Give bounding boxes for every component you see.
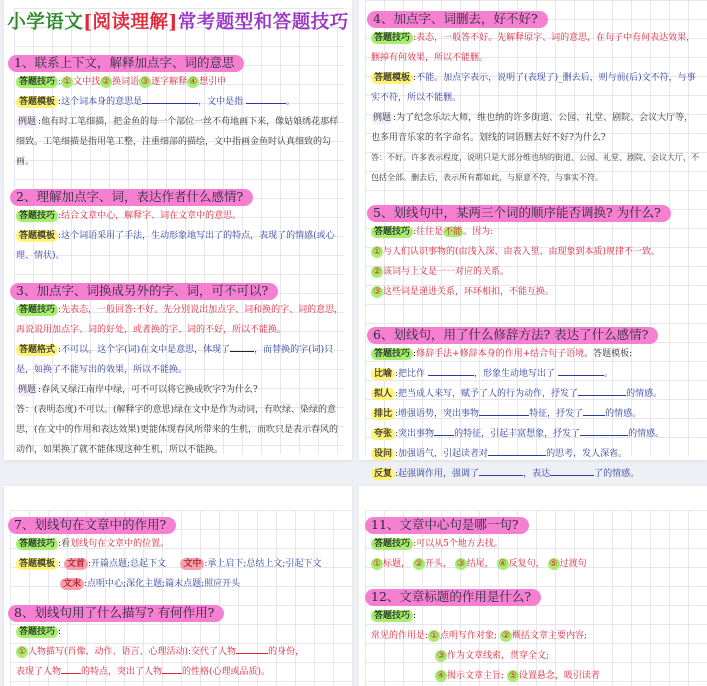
skill-text: 逐字解释	[151, 77, 188, 87]
answer-block	[16, 400, 344, 460]
circle-number: ③	[436, 651, 446, 661]
template-text: 这个词语采用了手法，生动形象地写出了的特点，表现了的情感(或心理、情状)。	[16, 231, 335, 261]
skill-text: 想引申	[199, 77, 227, 87]
highlight-not-able: 不能	[444, 227, 463, 237]
template-text: 这个词本身的意思是	[61, 97, 143, 107]
skill-text: 表态，一般答不好。先解释原字、词的意思，在句子中有何表达效果，删掉有何效果，所以不能删。	[371, 33, 696, 63]
position-label-middle: 文中	[180, 558, 204, 570]
title-part-3: 常考题型和答题技巧	[177, 12, 349, 33]
reason-text: 该词与上文是一一对应的关系。	[383, 267, 510, 277]
circle-number: ④	[189, 77, 198, 87]
card-top-left	[4, 0, 352, 460]
rhetoric-item-parallelism: 排比 :增强语势，突出事物 特征，抒发了 的情感。	[371, 404, 699, 424]
fill-blank	[550, 466, 594, 476]
card-bottom-right	[359, 486, 707, 686]
format-line: 答题格式 :不可以。这个字(词)在文中是意思，体现了 ，而替换的字(词)只是，如换了不能写出的效果，所以不能换。	[16, 340, 344, 380]
section-q4	[359, 8, 707, 188]
question-heading: 8、划线句用了什么描写? 有何作用?	[8, 605, 224, 622]
section-q12	[359, 586, 707, 686]
rhetoric-item-rhetorical-question: 设问 :加强语气，引起读者对 的思考，发人深省。	[371, 444, 699, 464]
fill-blank	[162, 664, 182, 674]
question-heading: 3、加点字、词换成另外的字、词，可不可以?	[10, 283, 278, 300]
template-label: 答题模板	[16, 230, 58, 242]
question-heading: 7、划线句在文章中的作用?	[8, 517, 176, 534]
template-line-end: 文末 :点明中心;深化主题;篇末点题;照应开头	[60, 574, 344, 594]
circle-number: ⑤	[549, 559, 558, 569]
example-block: 例题 :他有时工笔细描，把金鱼的每一个部位一丝不苟地画下来，像姑娘绣花那样细致。工笔细描是指用笔工整，注重细部的描绘，文中指画金鱼时认真细致的勾画。	[16, 117, 339, 167]
rhetoric-label: 拟人	[371, 388, 395, 400]
format-label: 答题格式	[16, 344, 58, 356]
template-label: 答题模板	[16, 558, 58, 570]
fill-blank	[434, 426, 454, 436]
rhetoric-item-metaphor: 比喻 :把比作 ，形象生动地写出了 。	[371, 364, 699, 384]
function-item: 常见的作用是: ① 点明写作对象; ② 概括文章主要内容;	[371, 631, 588, 641]
skill-text: 可以从5个地方去找。	[416, 539, 503, 549]
template-label: 答题模板	[371, 72, 413, 84]
skill-text: 修辞手法+修辞本身的作用+结合句子语境	[416, 349, 585, 359]
circle-number: ①	[63, 77, 72, 87]
question-heading: 11、文章中心句是哪一句?	[365, 517, 529, 534]
skill-label: 答题技巧	[16, 76, 58, 88]
card-top-right	[359, 0, 707, 479]
circle-number: ②	[372, 267, 382, 277]
skill-label: 答题技巧	[16, 626, 58, 638]
answer-text: 不好。许多表示程度，说明只是大部分维也纳的街道、公园、礼堂、剧院、会议大厅，不包括全部。删去后，表示所有都如此，与原意不符，与事实不符。	[371, 153, 699, 182]
skill-text: 结合文章中心，解释字、词在文章中的意思。	[61, 211, 242, 221]
skill-line: 答题技巧 : ① 文中找 ② 换词语 ③ 逐字解释 ④ 想引申	[16, 72, 344, 92]
section-q5	[359, 202, 707, 302]
fill-blank	[583, 406, 605, 416]
skill-text: 文中找	[73, 77, 101, 87]
section-q2	[4, 186, 352, 266]
template-line: 答题模板 :这个词本身的意思是 ，文中是指 。	[16, 92, 344, 112]
answer-block	[371, 148, 699, 188]
question-heading: 2、理解加点字、词，表达作者什么感情?	[10, 189, 253, 206]
skill-text: 。因为:	[463, 227, 494, 237]
location-list: ① 标题， ② 开头， ③ 结尾， ④ 反复句， ⑤ 过渡句	[372, 559, 587, 569]
template-line: 答题模板 : 文首 :开篇点题;总起下文 文中 :承上启下;总结上文;引起下文	[16, 554, 344, 574]
answer-label: 答：	[371, 153, 387, 162]
circle-number: ③	[372, 287, 382, 297]
lead-text: 常见的作用是:	[371, 631, 429, 641]
section-q6	[359, 324, 707, 484]
circle-number: ①	[372, 247, 382, 257]
skill-line: 答题技巧 :表态，一般答不好。先解释原字、词的意思，在句子中有何表达效果，删掉有何效果，所以不能删。	[371, 33, 696, 63]
rhetoric-label: 反复	[371, 468, 395, 480]
reason-text: 与人们认识事物的(由浅入深、由表入里、由现象到本质)规律不一致。	[383, 247, 661, 257]
skill-text: 往往是	[416, 227, 444, 237]
template-label: 答题模板	[16, 96, 58, 108]
circle-number: ③	[456, 559, 465, 569]
skill-line: 答题技巧 :可以从5个地方去找。	[371, 534, 699, 554]
fill-blank	[236, 644, 268, 654]
fill-blank	[488, 446, 546, 456]
position-label-end: 文末	[60, 578, 84, 590]
template-text: 。	[285, 97, 295, 107]
template-line: 答题模板 :这个词语采用了手法，生动形象地写出了的特点，表现了的情感(或心理、情状)。	[16, 231, 335, 261]
answer-label: 答：	[16, 405, 35, 415]
title-part-2: [阅读理解]	[83, 12, 178, 33]
function-item: ④ 揭示文章主旨; ⑤ 设置悬念，吸引读者	[436, 671, 600, 681]
fill-blank	[580, 426, 628, 436]
template-line: 答题模板 :不能。加点字表示，说明了(表现了)_删去后，则与前(后)文不符，与事实不符，所以不能删。	[371, 73, 696, 103]
skill-label: 答题技巧	[16, 210, 58, 222]
skill-line: 答题技巧 :先表态，一般回答:不好。先分别说出加点字、词和换的字、词的意思，再说说用加点字、词的好处，或者换的字、词的不好，所以不能换。	[16, 305, 344, 335]
function-item: ③ 作为文章线索，贯穿全文;	[436, 651, 550, 661]
fill-blank	[578, 386, 626, 396]
description-item-cont: 表现了人物 的特点，突出了人物 的性格(心理或品质)。	[16, 662, 344, 682]
circle-number: ④	[436, 671, 446, 681]
fill-blank	[479, 406, 529, 416]
question-heading: 5、划线句中，某两三个词的顺序能否调换? 为什么?	[367, 205, 671, 222]
skill-label: 答题技巧	[16, 538, 58, 550]
fill-blank	[142, 94, 198, 104]
question-heading: 12、文章标题的作用是什么?	[365, 589, 541, 606]
example-block: 例题 :为了纪念乐坛大师，维也纳的许多街道、公园、礼堂、剧院、会议大厅等，也多用音乐家的名字命名。划线的词语删去好不好?为什么?	[371, 113, 694, 143]
rhetoric-label: 排比	[371, 408, 395, 420]
template-text: 不能。加点字表示，说明了(表现了)_删去后，则与前(后)文不符，与事实不符，所以不能删。	[371, 73, 696, 103]
reason-item	[371, 282, 699, 302]
skill-line: 答题技巧 :看划线句在文章中的位置。	[16, 534, 344, 554]
fill-blank	[428, 366, 474, 376]
reason-item	[371, 242, 699, 262]
example-text: 为了纪念乐坛大师，维也纳的许多街道、公园、礼堂、剧院、会议大厅等，也多用音乐家的名字命名。划线的词语删去好不好?为什么?	[371, 113, 694, 143]
circle-number: ①	[372, 559, 382, 569]
circle-number: ②	[102, 77, 111, 87]
skill-line: 答题技巧 :结合文章中心，解释字、词在文章中的意思。	[16, 206, 344, 226]
format-text: 不可以。这个字(词)在文中是意思，体现了	[61, 345, 231, 355]
skill-line: 答题技巧 :修辞手法+修辞本身的作用+结合句子语境。答题模板:	[371, 344, 699, 364]
section-q3	[4, 280, 352, 460]
circle-number: ①	[430, 631, 439, 641]
skill-text: 先表态，一般回答:不好。先分别说出加点字、词和换的字、词的意思，再说说用加点字、词的好处，或者换的字、词的不好，所以不能换。	[16, 305, 344, 335]
page-title	[4, 10, 352, 40]
reason-item	[371, 262, 699, 282]
section-q1	[4, 52, 352, 172]
fill-blank	[246, 94, 286, 104]
skill-line: 答题技巧 :	[371, 606, 699, 626]
rhetoric-item-repetition: 反复 :起强调作用，强调了 ，表达 了的情感。	[371, 464, 699, 484]
section-q11	[359, 514, 707, 574]
skill-label: 答题技巧	[371, 538, 413, 550]
circle-number: ④	[498, 559, 507, 569]
example-text: 他有时工笔细描，把金鱼的每一个部位一丝不苟地画下来，像姑娘绣花那样细致。工笔细描是指用笔工整，注重细部的描绘，文中指画金鱼时认真细致的勾画。	[16, 117, 339, 167]
circle-number: ②	[501, 631, 510, 641]
rhetoric-label: 设问	[371, 448, 395, 460]
circle-number: ②	[414, 559, 423, 569]
section-q8	[4, 602, 352, 682]
example-label: 例题	[18, 117, 37, 127]
example-text: 春风又绿江南岸中绿，可不可以将它换成吹字?为什么?	[41, 385, 258, 395]
question-heading: 1、联系上下文，解释加点字、词的意思	[8, 55, 244, 72]
rhetoric-item-personification: 拟人 :把当成人来写，赋予了人的行为动作，抒发了 的情感。	[371, 384, 699, 404]
position-label-start: 文首	[64, 558, 88, 570]
circle-number: ⑤	[508, 671, 517, 681]
skill-text: 换词语	[112, 77, 140, 87]
example-line: 例题 :春风又绿江南岸中绿，可不可以将它换成吹字?为什么?	[18, 385, 258, 395]
skill-label: 答题技巧	[371, 32, 413, 44]
skill-label: 答题技巧	[16, 304, 58, 316]
question-heading: 4、加点字、词删去，好不好?	[367, 11, 548, 28]
answer-text: (表明态度)不可以。(解释字的意思)绿在文中是作为动词，有吹绿、染绿的意思，(在文中的作用和表达效果)更能体现春风所带来的生机，而吹只是表示春风的动作，如果换了就不能体现这种生机，所以不能换。	[16, 405, 339, 455]
card-bottom-left	[4, 486, 352, 686]
fill-blank	[230, 342, 254, 352]
skill-line: 答题技巧 :往往是不能。因为:	[371, 222, 699, 242]
section-q7	[4, 514, 352, 594]
rhetoric-label: 夸张	[371, 428, 395, 440]
fill-blank	[558, 366, 604, 376]
template-text: ，文中是指	[198, 97, 244, 107]
skill-label: 答题技巧	[371, 348, 413, 360]
skill-line: 答题技巧 :	[16, 622, 344, 642]
description-item: ① 人物描写(肖像、动作、语言、心理活动):交代了人物 的身份，	[16, 642, 344, 662]
fill-blank	[479, 466, 523, 476]
circle-number: ①	[17, 647, 27, 657]
circle-number: ③	[141, 77, 150, 87]
skill-text: 划线句在文章中的位置。	[70, 539, 170, 549]
question-heading: 6、划线句，用了什么修辞方法? 表达了什么感情?	[367, 327, 658, 344]
title-part-1: 小学语文	[7, 12, 84, 33]
example-label: 例题	[18, 385, 37, 395]
skill-label: 答题技巧	[371, 226, 413, 238]
fill-blank	[61, 664, 81, 674]
reason-text: 这些词是递进关系，环环相扣，不能互换。	[383, 287, 555, 297]
format-text: ，而替换的字(词)只是，如换了不能写出的效果，所以不能换。	[16, 345, 334, 375]
rhetoric-item-hyperbole: 夸张 :突出事物 的特征，引起丰富想象，抒发了 的情感。	[371, 424, 699, 444]
skill-label: 答题技巧	[371, 610, 413, 622]
example-label: 例题	[373, 113, 392, 123]
skill-text: 。答题模板:	[584, 349, 633, 359]
rhetoric-label: 比喻	[371, 368, 395, 380]
